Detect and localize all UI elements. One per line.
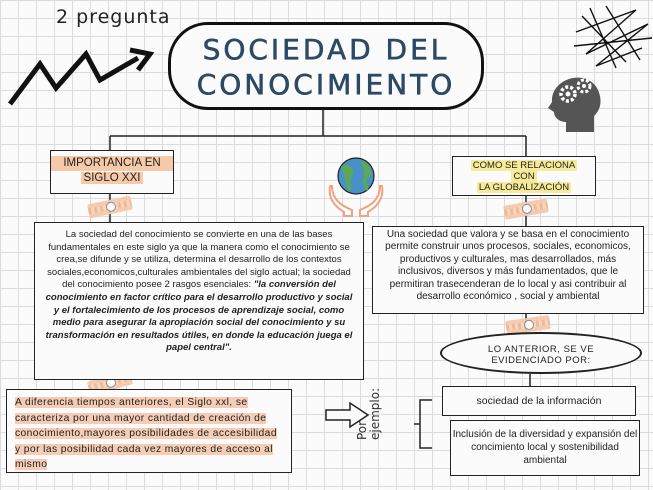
globalization-heading-box — [452, 156, 596, 196]
example-box-1: sociedad de la información — [442, 386, 636, 416]
importance-body-intro: La sociedad del conocimiento se convierte en una de las bases fundamentales en este siglo ya que la manera como el conocimiento se crea,se difunde y se utiliza, determina el desarrollo de los contextos sociales,economicos,culturales ambientales del siglo actual; la sociedad del conocimiento posee 2 rasgos esenciales: — [47, 229, 351, 291]
importance-body-quote: "la conversión del conocimiento en factor crítico para el desarrollo productivo y social y el fortalecimiento de los procesos de aprendizaje social, como medio para asegurar la apropiación social del conocimiento y su transformación en resultados útiles, en donde la educación juega el papel central". — [45, 279, 353, 354]
example-label-line-1: Por — [355, 420, 369, 440]
globalization-heading-line-2: CON — [513, 171, 535, 182]
globalization-heading-line-1: COMO SE RELACIONA — [472, 160, 576, 171]
difference-text: A diferencia tiempos anteriores, el Siglo xxl, se caracteriza por una mayor cantidad de creación de conocimiento,mayores posibilidades de accesibilidad y por las posibilidad cada vez mayores de acceso al mismo — [15, 397, 277, 470]
importance-heading-line-2: SIGLO XXI — [81, 172, 144, 184]
example-label-line-2: ejemplo: — [368, 387, 382, 440]
example-label — [356, 350, 382, 440]
difference-box — [6, 389, 292, 473]
globalization-heading-line-3: LA GLOBALIZACIÓN — [478, 182, 570, 193]
globe-hands-icon — [326, 156, 386, 218]
globalization-body-box: Una sociedad que valora y se basa en el conocimiento permite construir unos procesos, sociales, economicos, productivos y culturales, mas desarrollados, más inclusivos, diversos y más fundamentados, que le permitiran trasecenderan de lo local y asi contribuir al desarrollo económico , social y ambiental — [372, 226, 644, 314]
evidence-ellipse — [440, 332, 642, 374]
question-label: 2 pregunta — [56, 6, 171, 28]
title-line-1: SOCIEDAD DEL — [202, 33, 450, 66]
title-box — [168, 22, 484, 110]
evidence-line-2: EVIDENCIADO POR: — [491, 355, 591, 366]
importance-heading-line-1: IMPORTANCIA EN — [51, 156, 173, 171]
evidence-line-1: LO ANTERIOR, SE VE — [487, 344, 595, 355]
title-line-2: CONOCIMIENTO — [196, 68, 456, 101]
zigzag-arrow-icon — [4, 44, 164, 114]
head-gears-icon — [540, 62, 610, 142]
importance-body-box — [34, 222, 364, 380]
importance-heading-box — [50, 150, 174, 194]
example-box-2: Inclusión de la diversidad y expansión del concimiento local y sostenibilidad ambiental — [450, 420, 640, 476]
